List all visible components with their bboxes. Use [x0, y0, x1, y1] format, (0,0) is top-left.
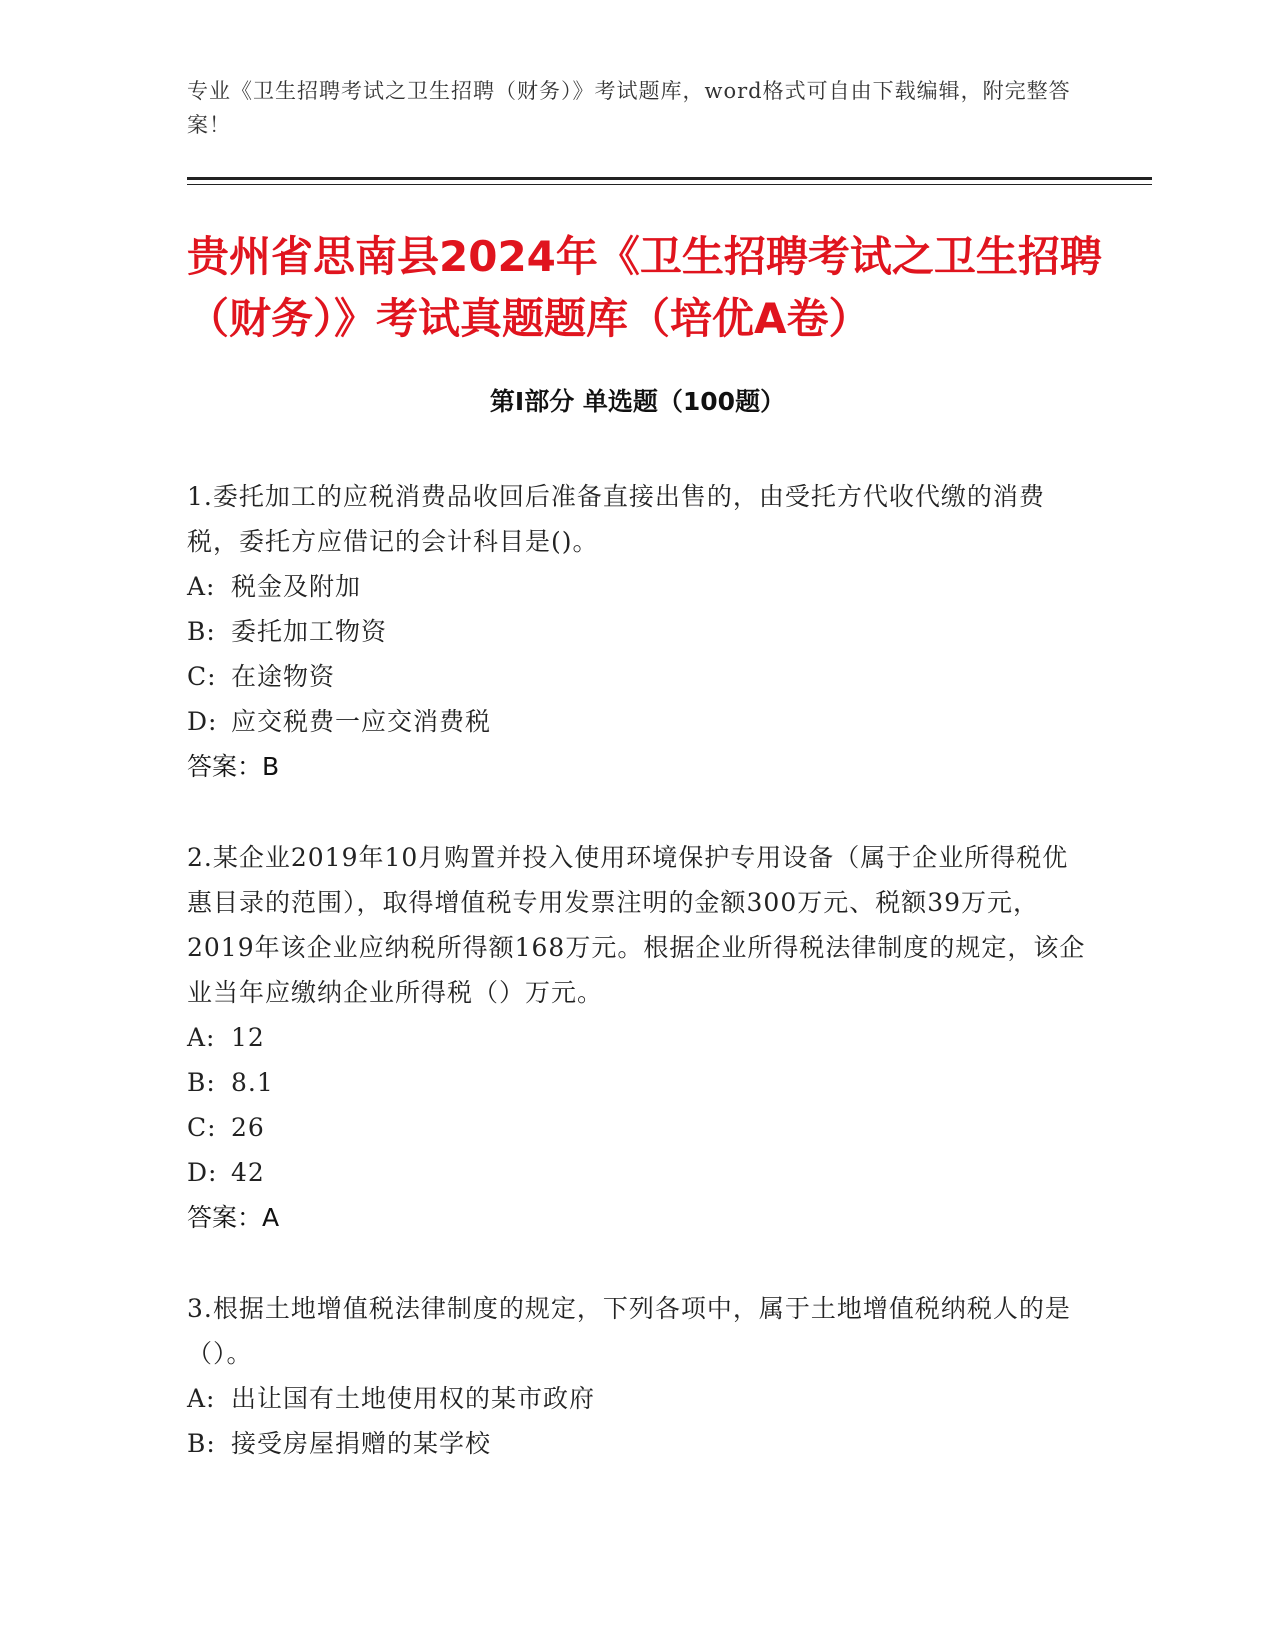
- option-d: [187, 699, 1087, 744]
- question-stem: 1.委托加工的应税消费品收回后准备直接出售的，由受托方代收代缴的消费税，委托方应借记的会计科目是()。: [187, 482, 1045, 556]
- document-title: 贵州省思南县2024年《卫生招聘考试之卫生招聘（财务）》考试真题题库（培优A卷）: [187, 232, 1102, 343]
- option-a: [187, 1015, 1087, 1060]
- option-text: 接受房屋捐赠的某学校: [231, 1429, 492, 1458]
- option-key: A:: [187, 1023, 216, 1052]
- option-key: B:: [187, 1068, 216, 1097]
- question-1: [187, 474, 1087, 789]
- option-key: C:: [187, 662, 217, 691]
- option-text: 8.1: [231, 1068, 274, 1097]
- header-divider-thick: [187, 177, 1152, 180]
- option-text: 在途物资: [231, 662, 336, 691]
- question-stem: 2.某企业2019年10月购置并投入使用环境保护专用设备（属于企业所得税优惠目录的范围），取得增值税专用发票注明的金额300万元、税额39万元，2019年该企业应纳税所得额168万元。根据企业所得税法律制度的规定，该企业当年应缴纳企业所得税（）万元。: [187, 843, 1086, 1007]
- answer-line: 答案：B: [187, 752, 280, 781]
- option-text: 委托加工物资: [231, 617, 388, 646]
- option-key: B:: [187, 1429, 216, 1458]
- option-a: [187, 1376, 1087, 1421]
- question-2: [187, 835, 1087, 1240]
- option-c: [187, 1105, 1087, 1150]
- option-key: A:: [187, 1384, 216, 1413]
- header-divider-thin: [187, 184, 1152, 185]
- option-b: [187, 609, 1087, 654]
- option-text: 应交税费一应交消费税: [231, 707, 492, 736]
- question-list: [187, 474, 1087, 1512]
- option-text: 26: [231, 1113, 265, 1142]
- option-text: 42: [231, 1158, 265, 1187]
- option-c: [187, 654, 1087, 699]
- question-3: [187, 1286, 1087, 1466]
- answer-line: 答案：A: [187, 1203, 280, 1232]
- option-d: [187, 1150, 1087, 1195]
- option-text: 12: [231, 1023, 265, 1052]
- option-a: [187, 564, 1087, 609]
- option-key: C:: [187, 1113, 217, 1142]
- section-title: 第Ⅰ部分 单选题（100题）: [489, 387, 786, 416]
- option-b: [187, 1421, 1087, 1466]
- option-key: A:: [187, 572, 216, 601]
- option-text: 税金及附加: [231, 572, 362, 601]
- option-key: B:: [187, 617, 216, 646]
- option-b: [187, 1060, 1087, 1105]
- question-stem: 3.根据土地增值税法律制度的规定，下列各项中，属于土地增值税纳税人的是（）。: [187, 1294, 1071, 1368]
- option-key: D:: [187, 707, 218, 736]
- option-key: D:: [187, 1158, 218, 1187]
- option-text: 出让国有土地使用权的某市政府: [231, 1384, 596, 1413]
- header-note: 专业《卫生招聘考试之卫生招聘（财务）》考试题库，word格式可自由下载编辑，附完整答案！: [187, 79, 1071, 137]
